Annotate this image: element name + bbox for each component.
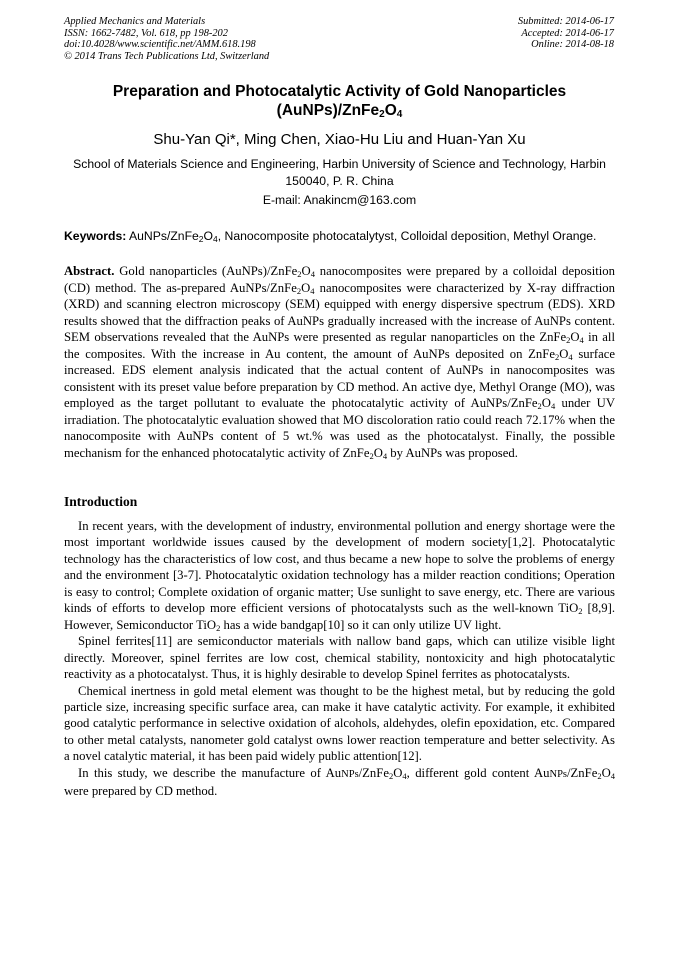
abstract-label: Abstract. bbox=[64, 264, 115, 278]
paragraph-text: In recent years, with the development of industry, environmental pollution and energy shortage were the most important worldwide issues caused by the development of modern society[1,2]. Photocatalytic technology has the characteristics of low cost, and thus became a new hope to solve the problems of energy and the environment [3-7]. Photocatalytic oxidation technology has a milder reaction conditions; Operation is easy to control; Complete oxidation of organic matter; Use sunlight to save energy, etc. There are various kinds of efforts to develop more efficient versions of photocatalysts such as the well-known TiO bbox=[64, 519, 615, 616]
abstract-text: O bbox=[373, 446, 383, 461]
intro-paragraph-1 bbox=[64, 518, 615, 633]
abstract-sub: 4 bbox=[310, 269, 315, 279]
intro-paragraph-4 bbox=[64, 765, 615, 800]
submission-dates bbox=[518, 16, 614, 51]
keywords bbox=[64, 229, 615, 243]
abstract-text: O bbox=[559, 346, 569, 361]
abstract-text: in all the composites. With the increase in Au content, the amount of AuNPs deposited on ZnFe bbox=[64, 330, 615, 361]
abstract-text: O bbox=[301, 264, 311, 278]
paragraph-sub: 2 bbox=[597, 770, 602, 781]
author-list: Shu-Yan Qi*, Ming Chen, Xiao-Hu Liu and Huan-Yan Xu bbox=[153, 131, 526, 148]
abstract-sub: 4 bbox=[310, 285, 315, 296]
paragraph-smallcaps: NPs bbox=[549, 768, 568, 780]
journal-name: Applied Mechanics and Materials bbox=[64, 16, 206, 27]
journal-issn: ISSN: 1662-7482, Vol. 618, pp 198-202 bbox=[64, 27, 228, 39]
abstract-text: O bbox=[570, 330, 580, 345]
paragraph-text: O bbox=[601, 765, 611, 780]
keywords-text: , Nanocomposite photocatalytyst, Colloidal deposition, Methyl Orange. bbox=[217, 229, 597, 243]
title-line-2b: O bbox=[384, 102, 397, 119]
title-line-1: Preparation and Photocatalytic Activity of Gold Nanoparticles bbox=[112, 83, 567, 100]
keywords-sub: 4 bbox=[213, 234, 218, 244]
abstract-sub: 2 bbox=[537, 401, 542, 412]
abstract-text: O bbox=[301, 280, 311, 295]
online-date: Online: 2014-08-18 bbox=[531, 39, 614, 51]
abstract-sub: 4 bbox=[579, 335, 584, 346]
paragraph-text: , different gold content Au bbox=[406, 765, 550, 780]
abstract bbox=[64, 263, 615, 462]
abstract-sub: 2 bbox=[296, 285, 302, 296]
journal-info bbox=[64, 16, 269, 62]
keywords-label: Keywords: bbox=[64, 229, 127, 243]
abstract-sub: 2 bbox=[566, 335, 571, 346]
abstract-sub: 2 bbox=[369, 451, 374, 462]
abstract-text: nanocomposites were prepared by a colloidal deposition (CD) method. The as-prepared AuNPs/ZnFe bbox=[64, 264, 615, 295]
contact-email: E-mail: Anakincm@163.com bbox=[262, 193, 417, 207]
paragraph-text: has a wide bandgap[10] so it can only utilize UV light. bbox=[220, 617, 502, 632]
intro-paragraph-2: Spinel ferrites[11] are semiconductor materials with nallow band gaps, which can utilize visible light directly. Moreover, spinel ferrites are low cost, chemical stability, nontoxicity and high photocatalytic reactivity as a photocatalyst. Thus, it is highly desirable to develop Spinel ferrites as photocatalysts. bbox=[64, 634, 615, 682]
journal-doi: doi:10.4028/www.scientific.net/AMM.618.198 bbox=[64, 39, 256, 51]
abstract-text: Gold nanoparticles (AuNPs)/ZnFe bbox=[114, 264, 298, 278]
paragraph-text: were prepared by CD method. bbox=[64, 784, 218, 799]
journal-copyright: © 2014 Trans Tech Publications Ltd, Switzerland bbox=[64, 50, 270, 62]
abstract-sub: 2 bbox=[554, 351, 560, 362]
abstract-text: nanocomposites were characterized by X-ray diffraction (XRD) and scanning electron microscopy (SEM) equipped with energy dispersive spectrum (EDS). XRD results showed that the diffraction peaks of AuNPs gradually increased with the increase of AuNPs content. SEM observations revealed that the AuNPs were presented as regular nanoparticles on the ZnFe bbox=[64, 280, 615, 345]
abstract-text: under UV irradiation. The photocatalytic evaluation showed that MO discoloration ratio could reach 72.17% when the nanocomposite with AuNPs content of 5 wt.% was used as the photocatalyst. Finally, the possible mechanism for the enhanced photocatalytic activity of ZnFe bbox=[64, 396, 615, 461]
introduction-body bbox=[64, 518, 615, 800]
intro-paragraph-3: Chemical inertness in gold metal element was thought to be the highest metal, but by reducing the gold particle size, increasing specific surface area, can make it have catalytic activity. For example, it exhibited good catalytic performance in selective oxidation of alcohols, aldehydes, olefin epoxidation, etc. Compared to other metal catalysts, nanometer gold catalyst owns lower reaction temperature and better selectivity. As a novel catalytic material, it has been paid widely public attention[12]. bbox=[64, 683, 615, 764]
paragraph-sub: 2 bbox=[578, 606, 583, 617]
submitted-date: Submitted: 2014-06-17 bbox=[517, 16, 614, 27]
paragraph-text: /ZnFe bbox=[567, 765, 598, 780]
accepted-date: Accepted: 2014-06-17 bbox=[521, 27, 614, 39]
paragraph-text: In this study, we describe the manufacture of Au bbox=[78, 765, 342, 780]
title-subscript-4: 4 bbox=[396, 109, 403, 120]
title-line-2a: (AuNPs)/ZnFe bbox=[276, 102, 380, 119]
keywords-sub: 2 bbox=[198, 234, 204, 244]
title-subscript-2: 2 bbox=[379, 109, 385, 120]
abstract-text: O bbox=[541, 396, 551, 411]
abstract-text: surface increased. EDS element analysis indicated that the actual content of AuNPs in nanocomposites was consistent with its preset value before preparation by CD method. An active dye, Methyl Orange (MO), was employed as the target pollutant to evaluate the photocatalytic activity of AuNPs/ZnFe bbox=[64, 346, 615, 411]
abstract-sub: 2 bbox=[297, 269, 302, 279]
paper-title bbox=[64, 82, 615, 120]
abstract-text: by AuNPs was proposed. bbox=[387, 446, 518, 461]
paragraph-smallcaps: NPs bbox=[341, 768, 359, 780]
abstract-sub: 4 bbox=[550, 401, 556, 412]
affiliation: School of Materials Science and Engineering, Harbin University of Science and Technology, Harbin 150040, P. R. China bbox=[73, 157, 606, 188]
paragraph-sub: 2 bbox=[216, 622, 221, 633]
paragraph-sub: 4 bbox=[610, 770, 615, 781]
paragraph-sub: 2 bbox=[388, 770, 394, 781]
abstract-sub: 4 bbox=[568, 351, 573, 362]
paragraph-text: O bbox=[393, 765, 403, 780]
keywords-text: AuNPs/ZnFe bbox=[126, 229, 199, 243]
section-heading-introduction: Introduction bbox=[64, 494, 138, 509]
paragraph-sub: 4 bbox=[402, 770, 407, 781]
abstract-sub: 4 bbox=[382, 451, 388, 462]
paragraph-text: /ZnFe bbox=[358, 765, 389, 780]
keywords-text: O bbox=[203, 229, 214, 243]
paragraph-text: [8,9]. However, Semiconductor TiO bbox=[64, 601, 616, 632]
